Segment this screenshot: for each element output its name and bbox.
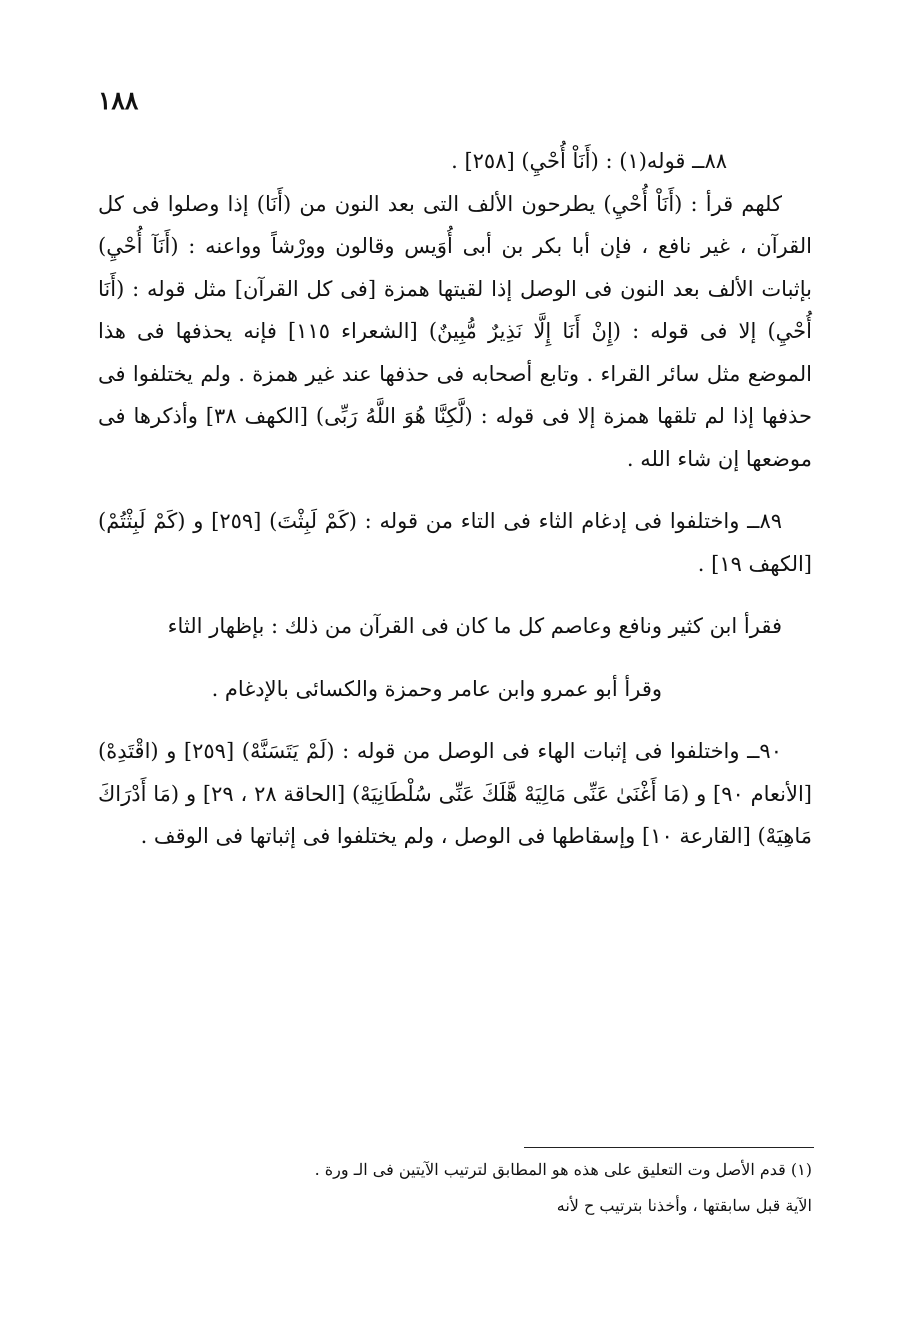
paragraph-90: ٩٠ــ واختلفوا فى إثبات الهاء فى الوصل من قوله : (لَمْ يَتَسَنَّهْ) [٢٥٩] و (اقْتَدِهْ) [الأنعام ٩٠] و (مَا أَغْنَىٰ عَنِّى مَالِيَهْ هَّلَكَ عَنِّى سُلْطَانِيَهْ) [الحاقة ٢٨ ، ٢٩] و (مَا أَدْرَاكَ مَاهِيَهْ) [القارعة ١٠] وإسقاطها فى الوصل ، ولم يختلفوا فى إثباتها فى الوقف .: [98, 739, 812, 848]
footnote-line-2: الآية قبل سابقتها ، وأخذنا بترتيب ح لأنه: [556, 1196, 812, 1215]
paragraph-89-body-2: وقرأ أبو عمرو وابن عامر وحمزة والكسائى بالإدغام .: [211, 676, 662, 701]
main-text: [98, 140, 812, 858]
paragraph-88-heading: ٨٨ــ قوله(١) : (أَنَاْ أُحْيِ) [٢٥٨] .: [451, 149, 727, 173]
paragraph-88-body: كلهم قرأ : (أَنَاْ أُحْيِ) يطرحون الألف التى بعد النون من (أَنَا) إذا وصلوا فى كل القرآن ، غير نافع ، فإن أبا بكر بن أبى أُوَيس وقالون وورْشاً وواعنه : (أَنَآ أُحْيِ) بإثبات الألف بعد النون فى الوصل إذا لقيتها همزة [فى كل القرآن] مثل قوله : (أَنَا أُحْيِ) إلا فى قوله : (إِنْ أَنَا إِلَّا نَذِيرٌ مُّبِينٌ) [الشعراء ١١٥] فإنه يحذفها فى هذا الموضع مثل سائر القراء . وتابع أصحابه فى حذفها عند غير همزة . ولم يختلفوا فى حذفها إذا لم تلقها همزة إلا فى قوله : (لَّكِنَّا هُوَ اللَّهُ رَبِّى) [الكهف ٣٨] وأذكرها فى موضعها إن شاء الله .: [98, 191, 812, 471]
footnote-line-1: (١) قدم الأصل وت التعليق على هذه هو المطابق لترتيب الآيتين فى الـ ورة .: [314, 1160, 812, 1179]
footnote-divider: [524, 1147, 814, 1148]
page-number: ١٨٨: [98, 86, 139, 115]
footnotes: [98, 1152, 812, 1224]
paragraph-89-heading: ٨٩ــ واختلفوا فى إدغام الثاء فى التاء من قوله : (كَمْ لَبِثْتَ) [٢٥٩] و (كَمْ لَبِثْتُمْ) [الكهف ١٩] .: [98, 509, 812, 576]
paragraph-89-body-1: فقرأ ابن كثير ونافع وعاصم كل ما كان فى القرآن من ذلك : بإظهار الثاء: [167, 614, 782, 638]
